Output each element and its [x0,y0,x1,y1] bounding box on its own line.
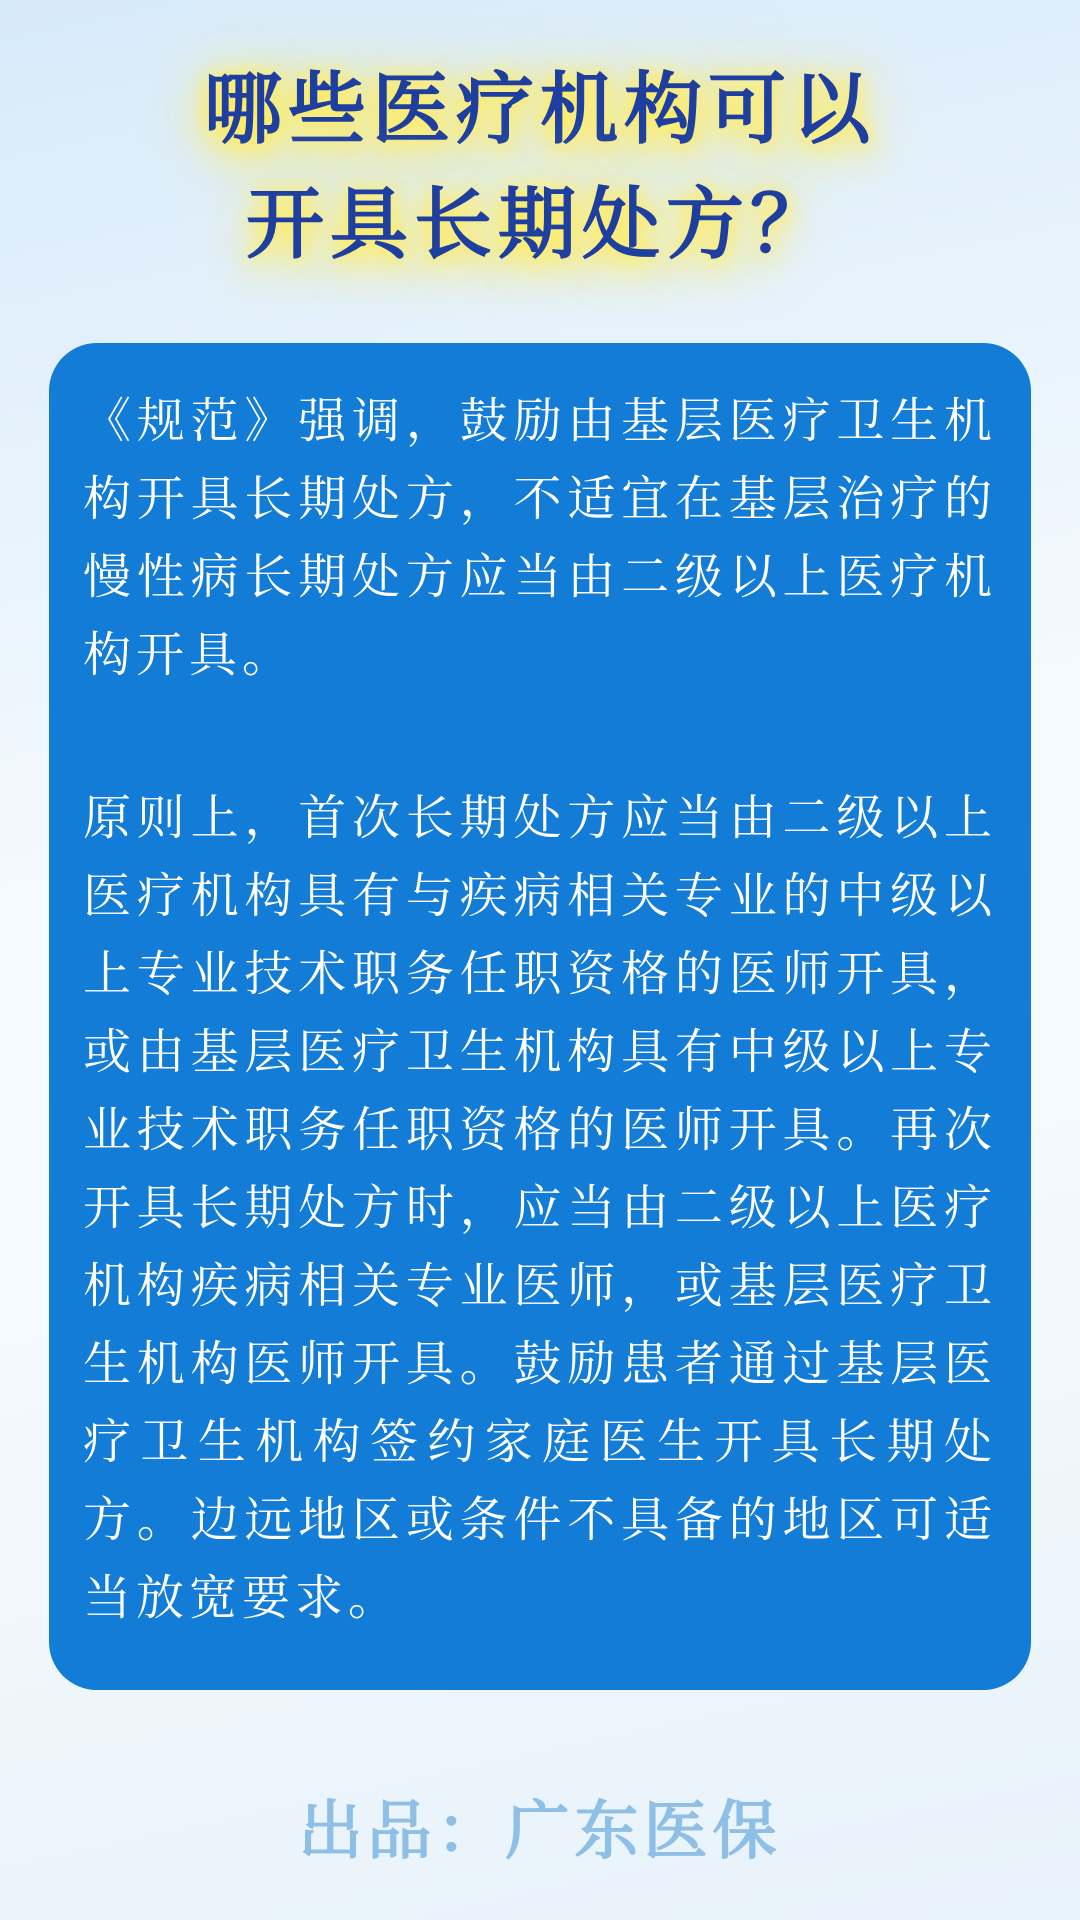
credit-text: 出品：广东医保 [298,1795,782,1867]
card-paragraph-1: 《规范》强调，鼓励由基层医疗卫生机构开具长期处方，不适宜在基层治疗的慢性病长期处方应当由二级以上医疗机构开具。 [83,395,997,682]
title-line-1: 哪些医疗机构可以 [203,65,876,153]
card-paragraph-2: 原则上，首次长期处方应当由二级以上医疗机构具有与疾病相关专业的中级以上专业技术职务任职资格的医师开具，或由基层医疗卫生机构具有中级以上专业技术职务任职资格的医师开具。再次开具长期处方时，应当由二级以上医疗机构疾病相关专业医师，或基层医疗卫生机构医师开具。鼓励患者通过基层医疗卫生机构签约家庭医生开具长期处方。边远地区或条件不具备的地区可适当放宽要求。 [83,792,997,1625]
title-line-2: 开具长期处方？ [245,180,834,268]
poster-title [0,52,1080,282]
info-card [49,343,1031,1690]
credit-line [0,1796,1080,1866]
